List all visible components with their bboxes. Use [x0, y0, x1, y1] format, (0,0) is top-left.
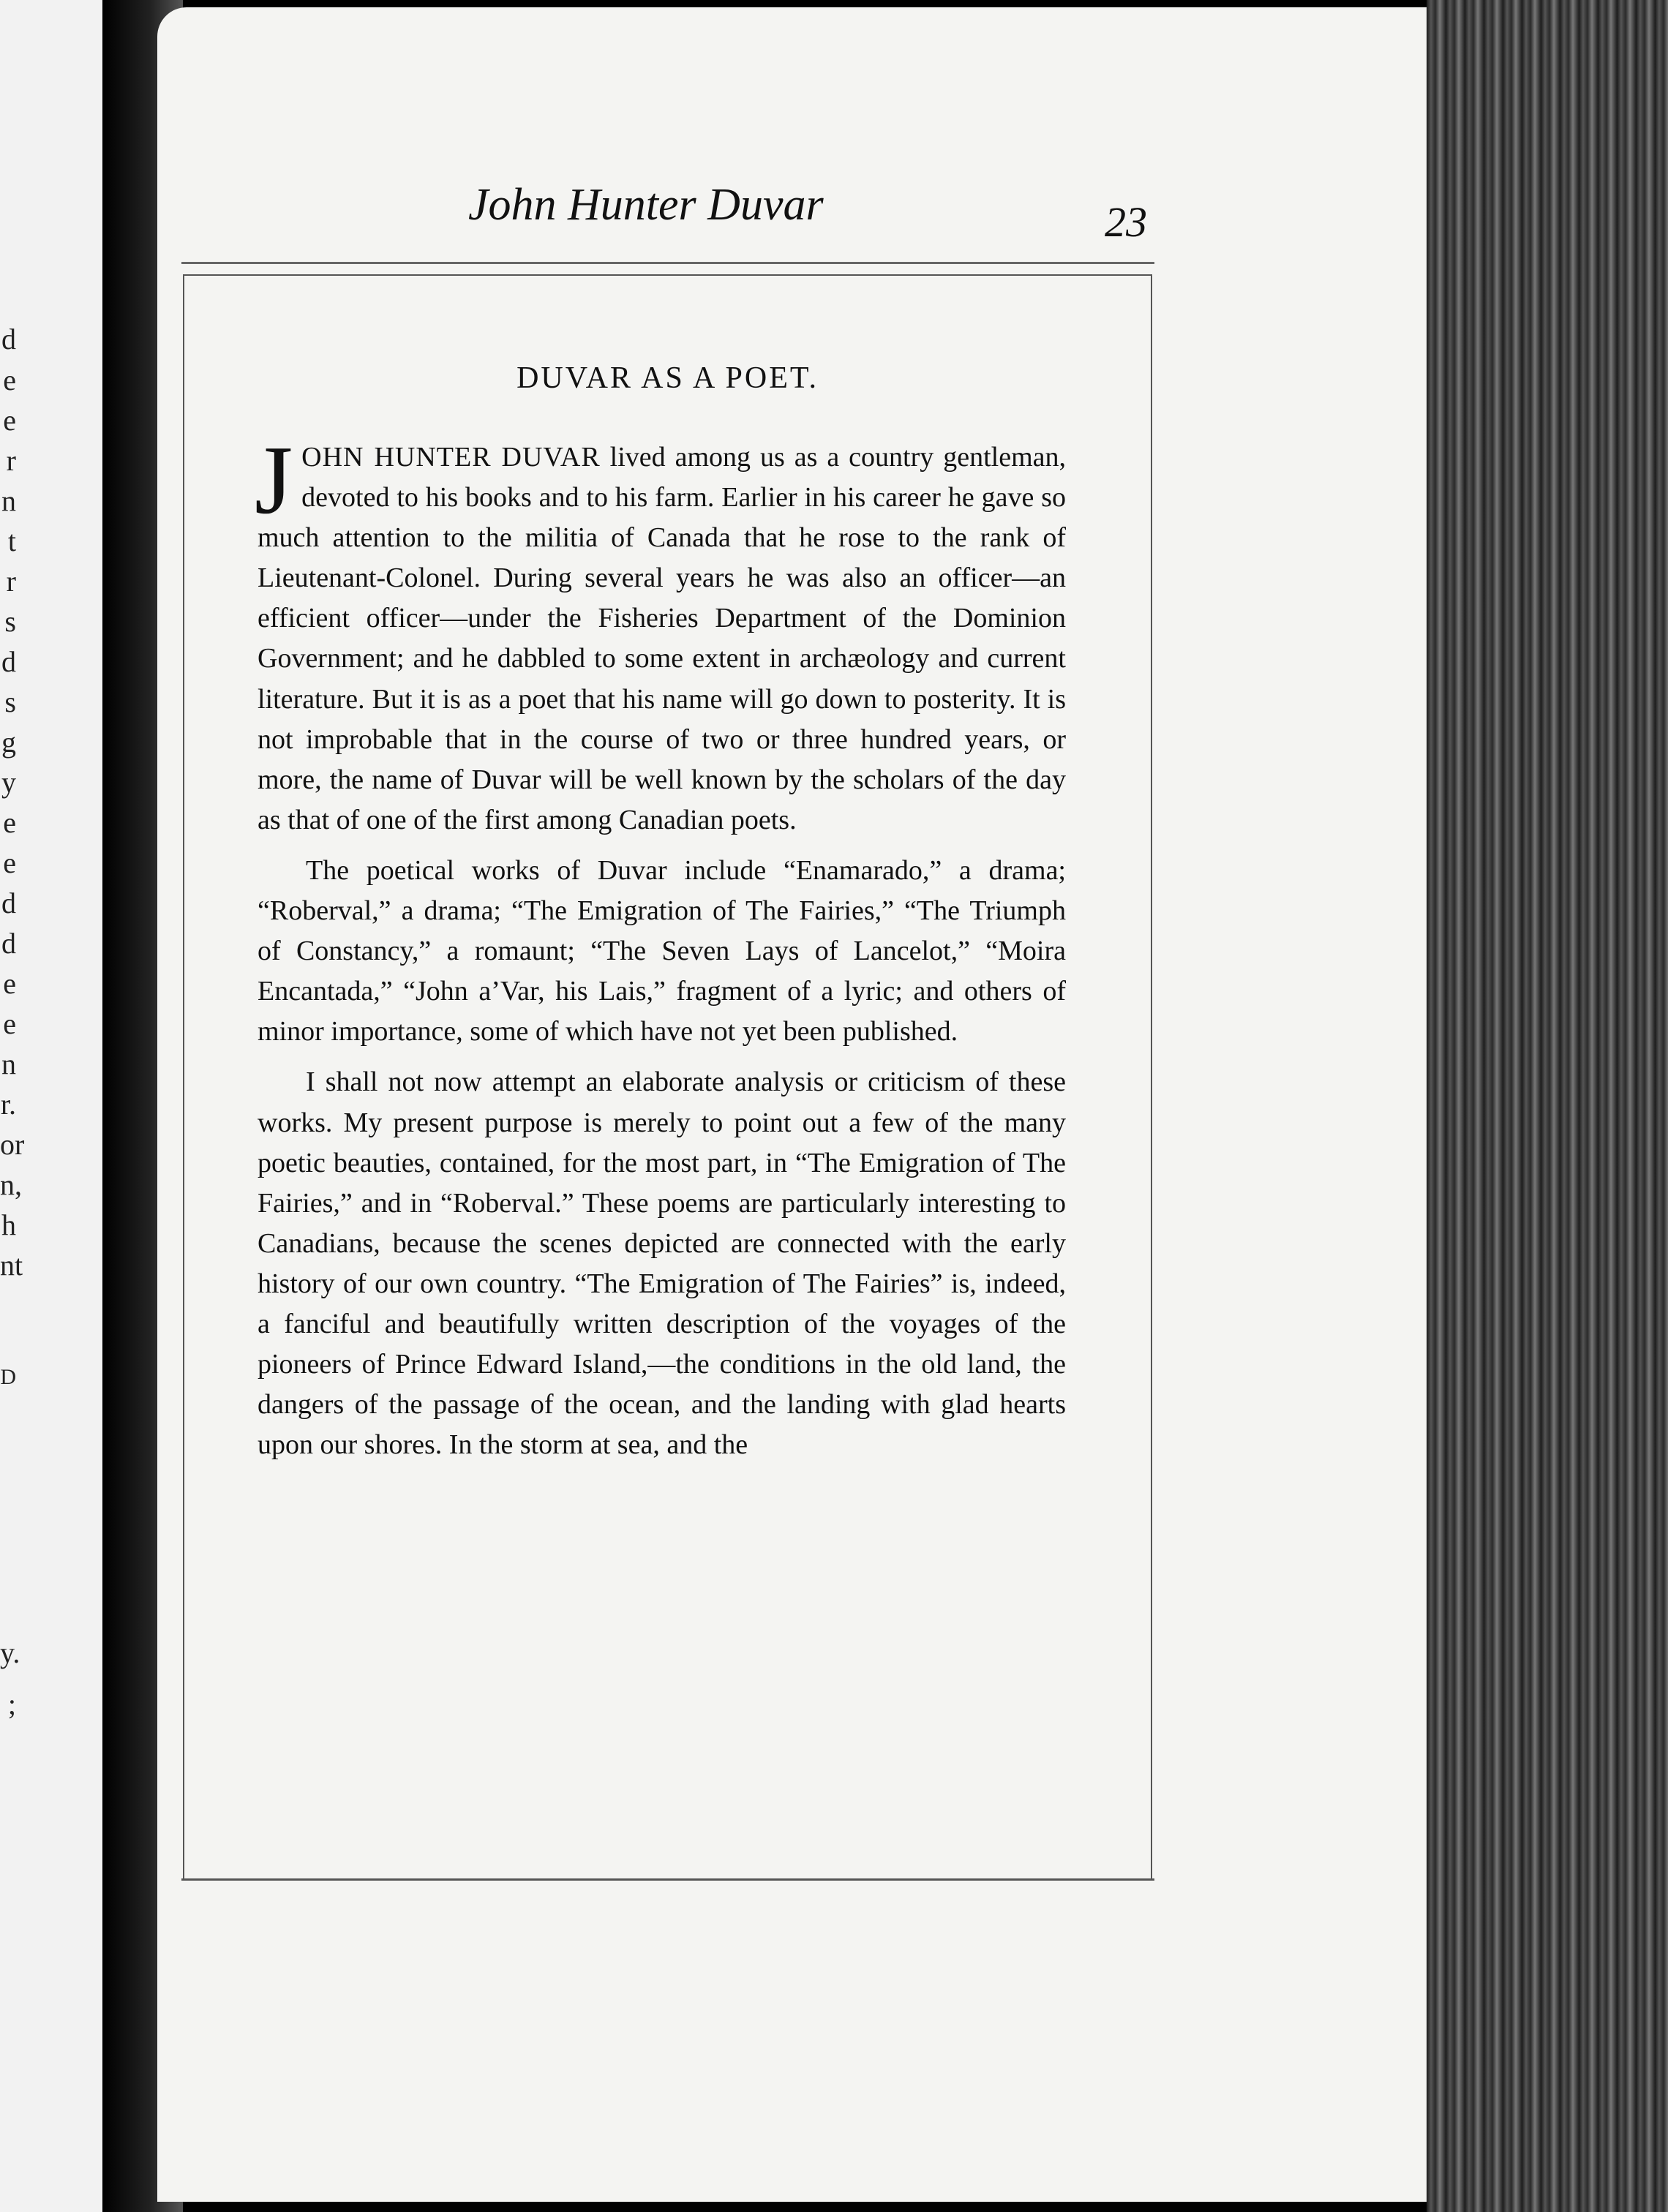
margin-fragment: r	[6, 444, 16, 477]
facing-page-fragment	[0, 0, 102, 2212]
article-body	[255, 426, 1066, 1465]
margin-fragment: n,	[0, 1168, 22, 1201]
margin-fragment: g	[1, 726, 16, 759]
margin-fragment: s	[4, 605, 16, 638]
margin-fragment: r	[6, 565, 16, 598]
margin-fragment: d	[1, 645, 16, 678]
paragraph-2: The poetical works of Duvar include “Enamarado,” a drama; “Roberval,” a drama; “The Emigration of The Fairies,” “The Triumph of Constancy,” a romaunt; “The Seven Lays of Lancelot,” “Moira Encantada,” “John a’Var, his Lais,” fragment of a lyric; and others of minor importance, some of which have not yet been published.	[258, 854, 1066, 1047]
lead-in: OHN HUNTER DUVAR	[301, 442, 601, 473]
margin-fragment: s	[4, 685, 16, 718]
margin-fragment: n	[1, 484, 16, 517]
margin-fragment: ;	[7, 1688, 16, 1720]
page-edges	[1427, 0, 1668, 2212]
footer-rule	[181, 1878, 1154, 1881]
paragraph-1	[255, 426, 1066, 840]
margin-fragment: h	[1, 1208, 16, 1241]
margin-fragment: or	[0, 1128, 25, 1161]
header-rule	[181, 262, 1154, 264]
article-title: DUVAR AS A POET.	[516, 361, 819, 395]
margin-fragment: y.	[0, 1636, 20, 1669]
paragraph-1-text: lived among us as a country gentleman, devoted to his books and to his farm. Earlier in his career he gave so much attention to the militia of Canada that he rose to the rank of Lieutenant-Colonel. During several years he was also an officer—an efficient officer—under the Fisheries Department of the Dominion Government; and he dabbled to some extent in archæology and current literature. But it is as a poet that his name will go down to posterity. It is not improbable that in the course of two or three hundred years, or more, the name of Duvar will be well known by the scholars of the day as that of one of the first among Canadian poets.	[258, 442, 1066, 835]
margin-fragment: r.	[0, 1088, 16, 1121]
margin-fragment: t	[7, 524, 16, 557]
paragraph-3: I shall not now attempt an elaborate analysis or criticism of these works. My present purpose is merely to point out a few of the many poetic beauties, contained, for the most part, in “The Emigration of The Fairies,” and in “Roberval.” These poems are particularly interesting to Canadians, because the scenes depicted are connected with the early history of our own country. “The Emigration of The Fairies” is, indeed, a fanciful and beautifully written description of the voyages of the pioneers of Prince Edward Island,—the conditions in the old land, the dangers of the passage of the ocean, and the landing with glad hearts upon our shores. In the storm at sea, and the	[258, 1066, 1066, 1461]
margin-fragment: e	[3, 404, 16, 437]
drop-cap: J	[255, 426, 293, 534]
running-header: John Hunter Duvar	[468, 180, 824, 230]
margin-fragment: d	[1, 887, 16, 919]
margin-fragment: d	[1, 927, 16, 960]
margin-fragment: nt	[0, 1249, 23, 1282]
margin-fragment: e	[3, 364, 16, 396]
margin-fragment: d	[1, 323, 16, 356]
margin-fragment: n	[1, 1047, 16, 1080]
margin-fragment: e	[3, 846, 16, 879]
page-number: 23	[1105, 198, 1147, 246]
margin-fragment: e	[3, 806, 16, 839]
margin-fragment: e	[3, 967, 16, 1000]
margin-fragment: D	[0, 1365, 16, 1389]
margin-fragment: e	[3, 1007, 16, 1040]
margin-fragment: y	[1, 766, 16, 799]
